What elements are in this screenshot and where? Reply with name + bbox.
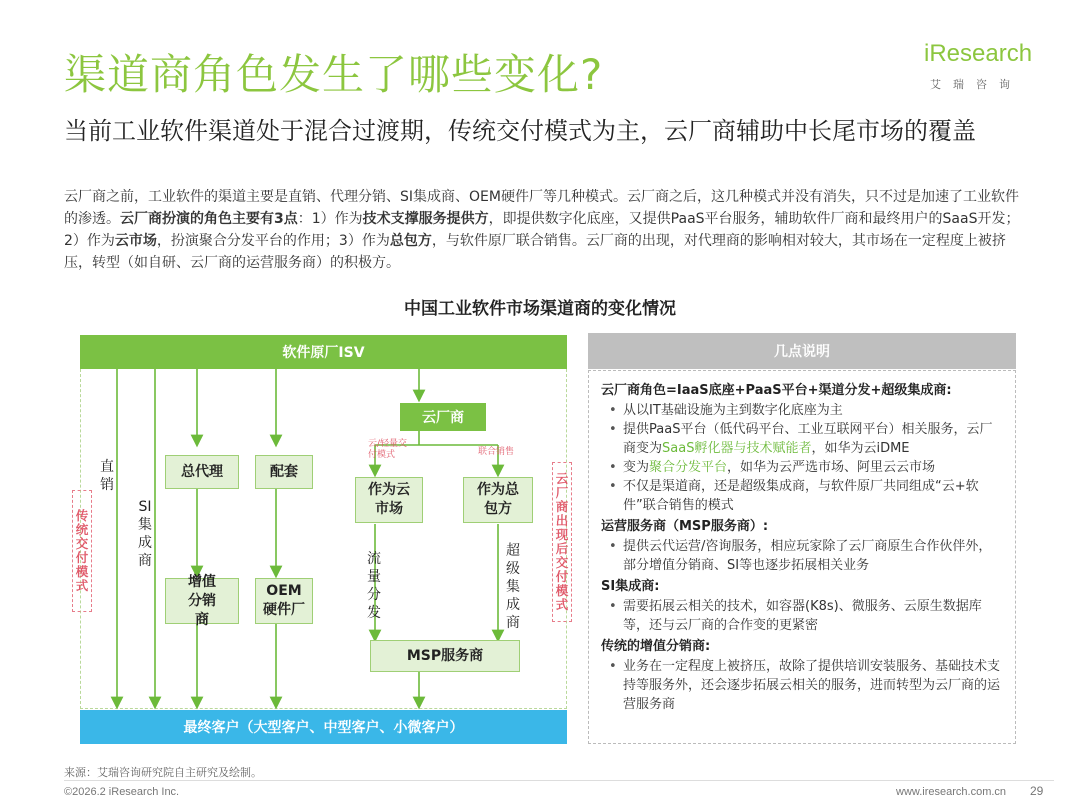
section-title: 运营服务商（MSP服务商）:: [601, 519, 769, 534]
bullet-item: • 变为聚合分发平台，如华为云严选市场、阿里云云市场: [601, 458, 1003, 477]
mode-light-label: 云/轻量交付模式: [368, 439, 408, 460]
logo-word: iResearch: [924, 40, 1033, 67]
matching-box: 配套: [255, 455, 313, 489]
traffic-distribution-label: 流量分发: [367, 551, 381, 621]
bullet-item: • 需要拓展云相关的技术，如容器(K8s)、微服务、云原生数据库等，还与云厂商的合作变的更紧密: [601, 597, 1003, 635]
section-title: 云厂商角色=IaaS底座+PaaS平台+渠道分发+超级集成商:: [601, 383, 952, 398]
page-number: 29: [1030, 784, 1044, 798]
notes-panel-header: 几点说明: [588, 333, 1016, 369]
logo-subtitle: 艾瑞咨询: [930, 78, 1022, 91]
cloud-vendor-box: 云厂商: [400, 403, 486, 431]
section-title: SI集成商:: [601, 579, 660, 594]
iresearch-logo: [924, 40, 1048, 96]
intro-paragraph: 云厂商之前，工业软件的渠道主要是直销、代理分销、SI集成商、OEM硬件厂等几种模式。云厂商之后，这几种模式并没有消失，只不过是加速了工业软件的渗透。云厂商扮演的角色主要有3点：1）作为技术支撑服务提供方，即提供数字化底座，又提供PaaS平台服务，辅助软件厂商和最终用户的SaaS开发；2）作为云市场，扮演聚合分发平台的作用；3）作为总包方，与软件原厂联合销售。云厂商的出现，对代理商的影响相对较大，其市场在一定程度上被挤压，转型（如自研、云厂商的运营服务商）的积极方。: [64, 189, 1020, 271]
cloud-mode-label: 云厂商出现后交付模式: [552, 462, 572, 622]
end-customer-bar: 最终客户（大型客户、中型客户、小微客户）: [80, 710, 567, 744]
general-agent-box: 总代理: [165, 455, 239, 489]
page-title: 渠道商角色发生了哪些变化?: [64, 50, 604, 99]
bullet-item: • 不仅是渠道商，还是超级集成商，与软件原厂共同组成“云+软件”联合销售的模式: [601, 477, 1003, 515]
joint-sales-label: 联合销售: [478, 447, 515, 457]
website-link[interactable]: www.iresearch.com.cn: [896, 786, 1007, 798]
super-integrator-label: 超级集成商: [506, 543, 520, 631]
direct-sales-label: 直销: [100, 459, 114, 493]
bullet-item: • 从以IT基础设施为主到数字化底座为主: [601, 401, 1003, 420]
value-added-distributor-box: 增值分销商: [165, 578, 239, 624]
source-note: 来源：艾瑞咨询研究院自主研究及绘制。: [64, 766, 262, 779]
page-subtitle: 当前工业软件渠道处于混合过渡期，传统交付模式为主，云厂商辅助中长尾市场的覆盖: [64, 117, 976, 145]
general-contractor-box: 作为总包方: [463, 477, 533, 523]
section-title: 传统的增值分销商:: [601, 639, 711, 654]
chart-title: 中国工业软件市场渠道商的变化情况: [404, 299, 676, 319]
bullet-item: • 提供云代运营/咨询服务，相应玩家除了云厂商原生合作伙伴外，部分增值分销商、SI等也逐步拓展相关业务: [601, 537, 1003, 575]
isv-bar: 软件原厂ISV: [80, 335, 567, 369]
cloud-market-box: 作为云市场: [355, 477, 423, 523]
footer-divider: [64, 780, 1054, 781]
notes-panel: [588, 370, 1016, 744]
bullet-item: • 业务在一定程度上被挤压，故除了提供培训安装服务、基础技术支持等服务外，还会逐步拓展云相关的服务，进而转型为云厂商的运营服务商: [601, 657, 1003, 714]
si-label: SI集成商: [138, 499, 152, 569]
traditional-mode-label: 传统交付模式: [72, 490, 92, 612]
bullet-item: • 提供PaaS平台（低代码平台、工业互联网平台）相关服务，云厂商变为SaaS孵化器与技术赋能者，如华为云iDME: [601, 420, 1003, 458]
msp-box: MSP服务商: [370, 640, 520, 672]
copyright: ©2026.2 iResearch Inc.: [64, 786, 180, 798]
oem-hardware-box: OEM硬件厂: [255, 578, 313, 624]
